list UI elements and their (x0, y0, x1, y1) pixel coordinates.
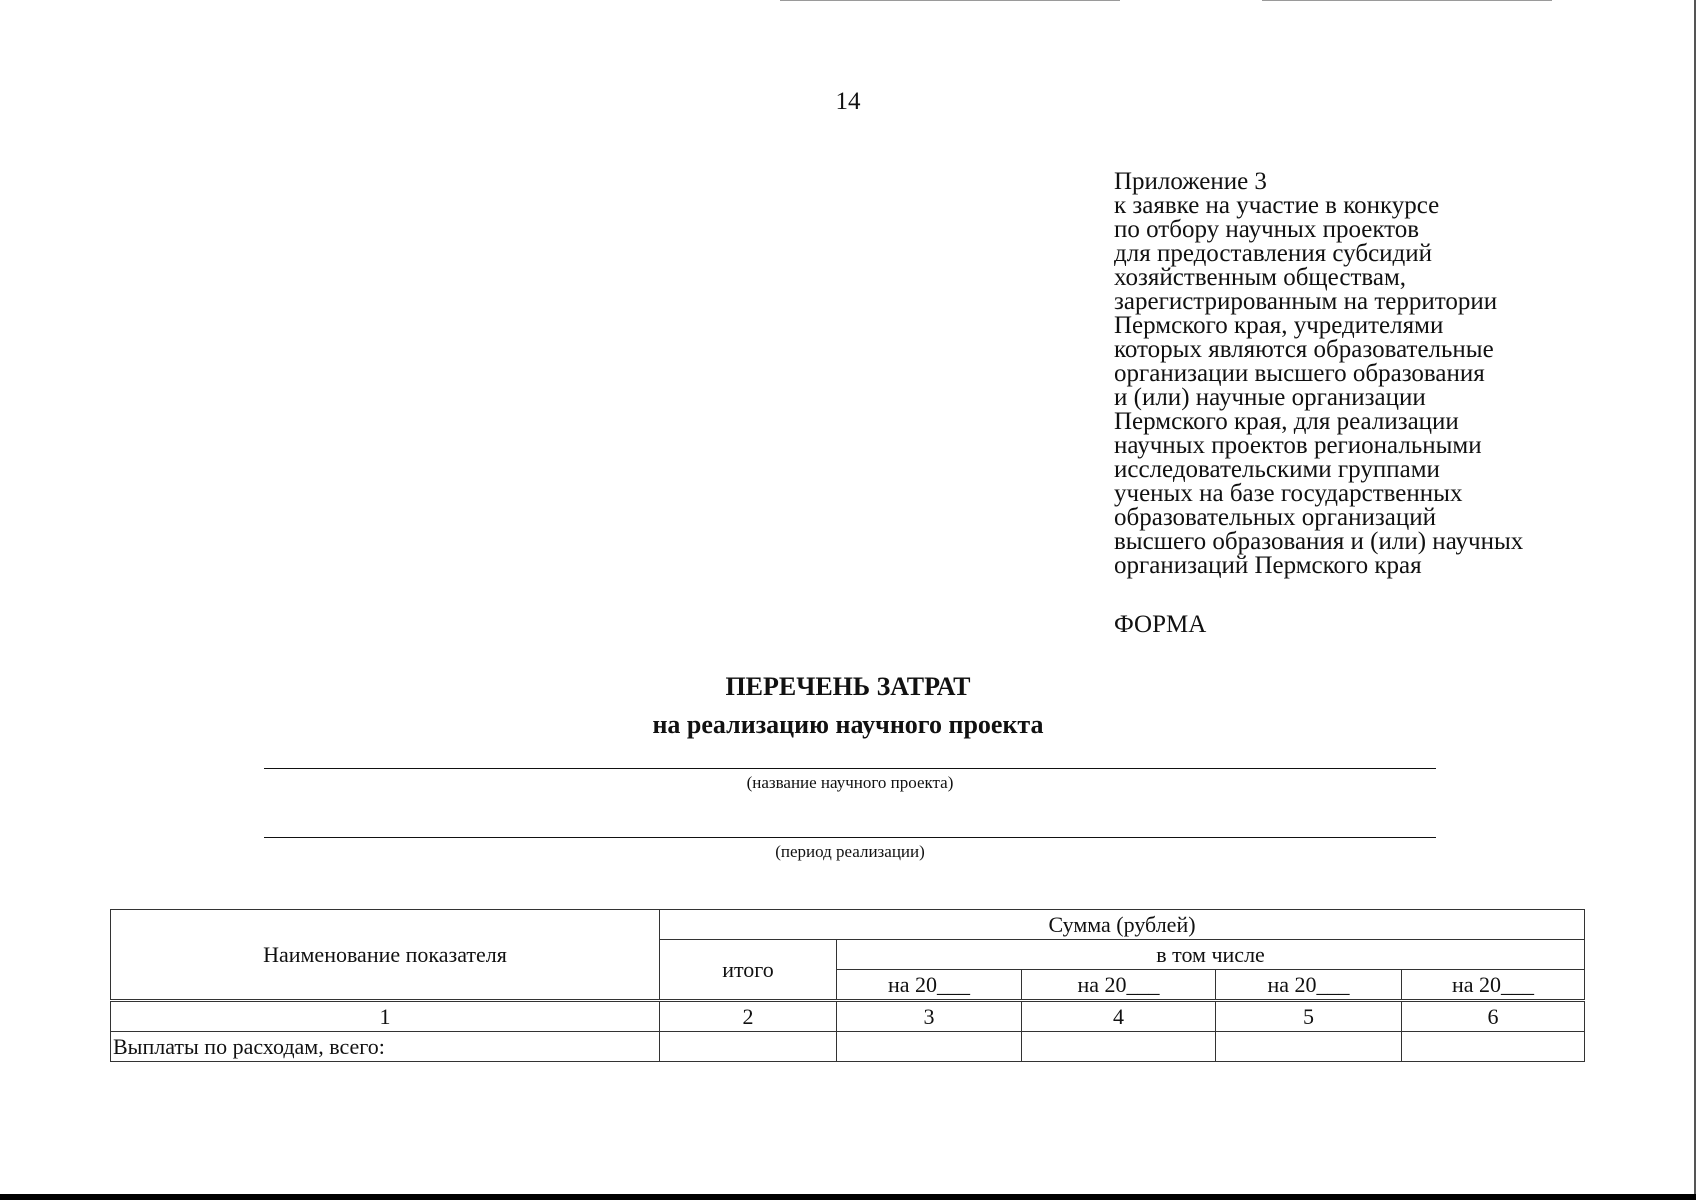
appendix-line: высшего образования и (или) научных (1114, 528, 1524, 555)
header-year: на 20___ (837, 970, 1022, 1001)
document-subtitle: на реализацию научного проекта (652, 710, 1044, 739)
appendix-line: для предоставления субсидий (1114, 240, 1433, 267)
row-indicator-cell: Выплаты по расходам, всего: (111, 1032, 660, 1062)
appendix-line: Пермского края, для реализации (1114, 408, 1459, 435)
appendix-line: хозяйственным обществам, (1114, 264, 1407, 291)
appendix-line: и (или) научные организации (1114, 384, 1426, 411)
project-name-fill-line[interactable] (264, 768, 1436, 769)
header-indicator: Наименование показателя (111, 910, 660, 1001)
row-value-cell[interactable] (837, 1032, 1022, 1062)
header-total: итого (660, 940, 837, 1001)
form-label: ФОРМА (1114, 611, 1207, 638)
row-value-cell[interactable] (1022, 1032, 1216, 1062)
header-sum: Сумма (рублей) (660, 910, 1585, 940)
column-number: 6 (1402, 1001, 1585, 1032)
appendix-line: ученых на базе государственных (1114, 480, 1463, 507)
row-value-cell[interactable] (660, 1032, 837, 1062)
header-year: на 20___ (1402, 970, 1585, 1001)
scan-bottom-edge (0, 1194, 1696, 1200)
appendix-line: организации высшего образования (1114, 360, 1485, 387)
row-value-cell[interactable] (1402, 1032, 1585, 1062)
appendix-line: научных проектов региональными (1114, 432, 1482, 459)
project-name-caption: (название научного проекта) (746, 773, 954, 792)
scan-top-line-right (1262, 0, 1552, 1)
appendix-line: зарегистрированным на территории (1114, 288, 1498, 315)
row-value-cell[interactable] (1216, 1032, 1402, 1062)
table-row (111, 1032, 1585, 1062)
period-caption: (период реализации) (775, 842, 925, 861)
document-title: ПЕРЕЧЕНЬ ЗАТРАТ (725, 672, 971, 701)
appendix-line: образовательных организаций (1114, 504, 1437, 531)
period-fill-line[interactable] (264, 837, 1436, 838)
scan-top-line-left (780, 0, 1120, 1)
cost-table (110, 909, 1585, 1062)
column-number: 2 (660, 1001, 837, 1032)
column-number: 1 (111, 1001, 660, 1032)
column-number: 4 (1022, 1001, 1216, 1032)
column-number-row (111, 1001, 1585, 1032)
table-header-row (111, 910, 1585, 940)
header-including: в том числе (837, 940, 1585, 970)
column-number: 5 (1216, 1001, 1402, 1032)
appendix-line: которых являются образовательные (1114, 336, 1494, 363)
page-number: 14 (835, 88, 861, 115)
appendix-line: организаций Пермского края (1114, 552, 1422, 579)
appendix-line: к заявке на участие в конкурсе (1114, 192, 1440, 219)
appendix-line: по отбору научных проектов (1114, 216, 1420, 243)
header-year: на 20___ (1022, 970, 1216, 1001)
appendix-line: исследовательскими группами (1114, 456, 1440, 483)
header-year: на 20___ (1216, 970, 1402, 1001)
column-number: 3 (837, 1001, 1022, 1032)
appendix-line: Пермского края, учредителями (1114, 312, 1444, 339)
appendix-line: Приложение 3 (1114, 168, 1267, 195)
appendix-note (1114, 170, 1674, 578)
